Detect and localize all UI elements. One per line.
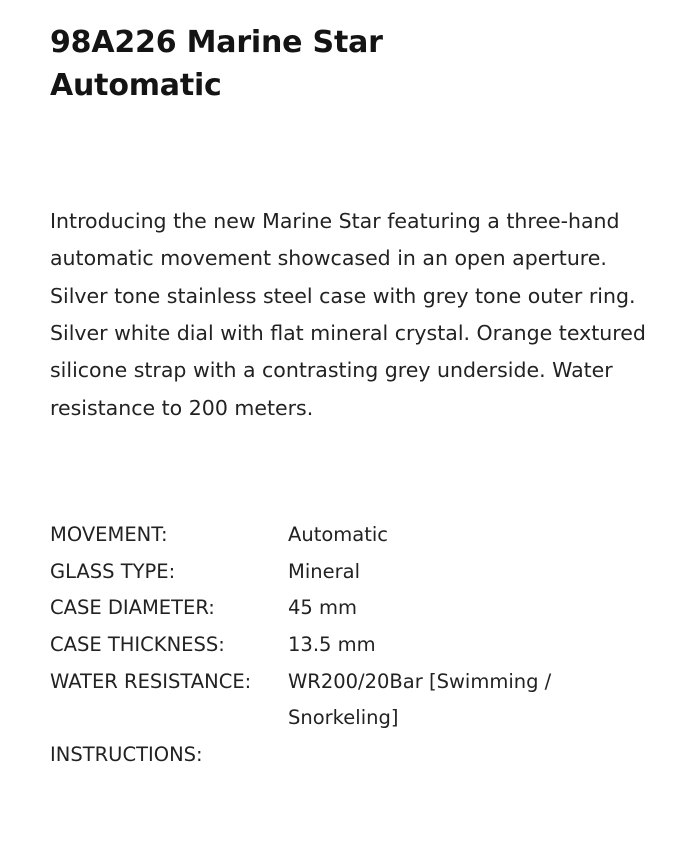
description-specs-spacer <box>50 427 650 517</box>
spec-label-instructions: INSTRUCTIONS: <box>50 742 203 766</box>
spec-value-water-resistance: WR200/20Bar [Swimming / Snorkeling] <box>288 669 552 730</box>
spec-value-case-thickness: 13.5 mm <box>288 632 376 656</box>
spec-label-glass-type: GLASS TYPE: <box>50 559 176 583</box>
specifications-table <box>50 517 650 774</box>
spec-value-case-diameter: 45 mm <box>288 596 358 620</box>
spec-label-water-resistance: WATER RESISTANCE: <box>50 669 252 693</box>
spec-value-glass-type: Mineral <box>288 559 360 583</box>
spec-value-instructions <box>288 737 650 774</box>
spec-label-case-diameter: CASE DIAMETER: <box>50 596 215 620</box>
title-description-spacer <box>50 107 650 203</box>
spec-value-movement: Automatic <box>288 522 389 546</box>
page-title: 98A226 Marine Star Automatic <box>50 25 383 103</box>
spec-label-case-thickness: CASE THICKNESS: <box>50 632 225 656</box>
spec-label-movement: MOVEMENT: <box>50 522 168 546</box>
product-description: Introducing the new Marine Star featuring a three-hand automatic movement showcased in an open aperture. Silver tone stainless steel case with grey tone outer ring. Silver white dial with flat mineral crystal. Orange textured silicone strap with a contrasting grey underside. Water resistance to 200 meters. <box>50 209 646 420</box>
